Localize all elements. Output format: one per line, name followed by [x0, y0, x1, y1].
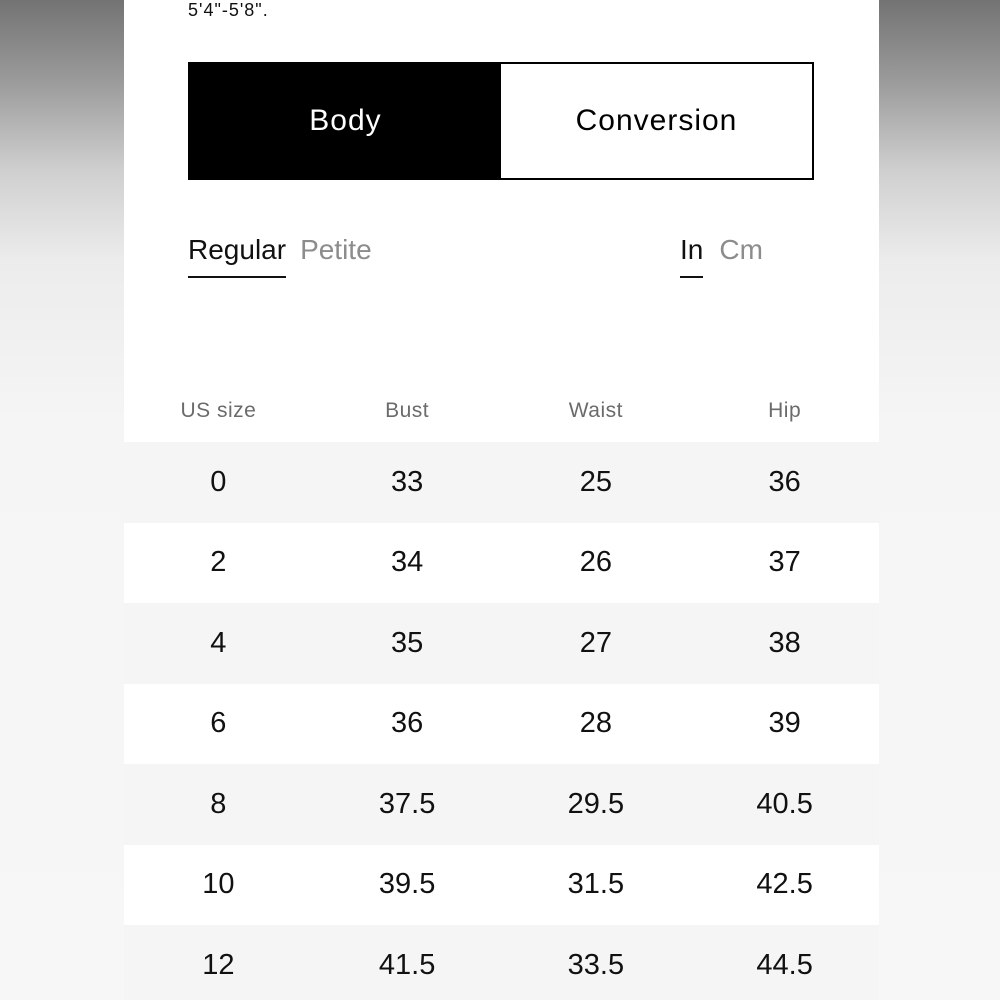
chart-type-toggle: [188, 62, 814, 180]
unit-tabs: [680, 230, 763, 278]
cell-hip: 39: [768, 707, 801, 740]
regular-tab[interactable]: Regular: [188, 230, 286, 278]
cell-hip: 42.5: [756, 868, 813, 901]
cell-us-size: 10: [202, 868, 235, 901]
table-row: [124, 764, 879, 845]
cell-hip: 40.5: [756, 787, 813, 820]
table-row: [124, 845, 879, 926]
size-table: [124, 380, 879, 1000]
cell-us-size: 12: [202, 948, 235, 981]
table-header: [124, 380, 879, 442]
cell-us-size: 2: [210, 546, 227, 579]
table-row: [124, 442, 879, 523]
table-row: [124, 523, 879, 604]
header-hip: Hip: [768, 399, 802, 422]
cell-bust: 35: [390, 626, 424, 659]
conversion-tab[interactable]: Conversion: [501, 64, 812, 178]
cell-waist: 29.5: [567, 787, 625, 820]
cell-hip: 44.5: [756, 948, 813, 981]
size-chart-panel: [124, 0, 879, 1000]
cell-bust: 33: [390, 465, 424, 498]
cell-waist: 33.5: [567, 948, 625, 981]
cell-hip: 38: [768, 626, 801, 659]
cell-waist: 26: [579, 546, 612, 579]
cell-bust: 41.5: [378, 948, 436, 981]
cell-bust: 39.5: [378, 868, 436, 901]
inches-tab[interactable]: In: [680, 230, 703, 278]
header-us-size: US size: [180, 399, 257, 422]
cell-waist: 28: [579, 707, 612, 740]
header-bust: Bust: [385, 399, 430, 422]
height-note: 5'4"-5'8".: [188, 0, 269, 20]
table-row: [124, 925, 879, 1000]
cell-bust: 34: [390, 546, 424, 579]
cell-us-size: 8: [210, 787, 227, 820]
table-row: [124, 603, 879, 684]
body-tab[interactable]: Body: [190, 64, 501, 178]
centimeters-tab[interactable]: Cm: [719, 234, 763, 265]
cell-bust: 36: [390, 707, 424, 740]
cell-hip: 36: [768, 465, 801, 498]
header-waist: Waist: [568, 399, 623, 422]
cell-us-size: 6: [210, 707, 227, 740]
fit-tabs: [188, 230, 372, 278]
cell-us-size: 0: [210, 465, 227, 498]
cell-waist: 27: [579, 626, 612, 659]
cell-bust: 37.5: [378, 787, 436, 820]
table-row: [124, 684, 879, 765]
cell-hip: 37: [768, 546, 801, 579]
cell-us-size: 4: [210, 626, 227, 659]
cell-waist: 31.5: [567, 868, 625, 901]
petite-tab[interactable]: Petite: [300, 234, 372, 265]
cell-waist: 25: [579, 465, 612, 498]
